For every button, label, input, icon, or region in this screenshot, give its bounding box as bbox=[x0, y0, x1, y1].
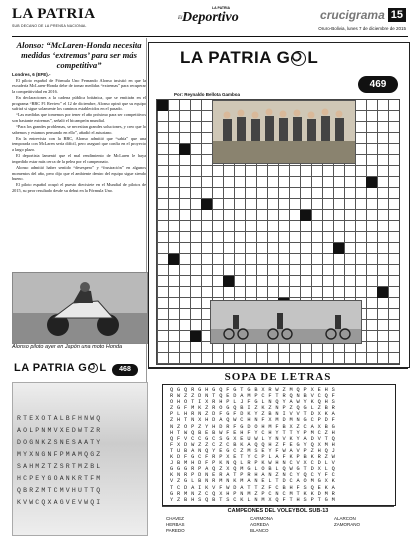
masthead-right bbox=[318, 6, 406, 31]
wordsearch-grid[interactable] bbox=[162, 384, 396, 506]
sopa-top-rule bbox=[148, 368, 408, 369]
soccer-ball-icon bbox=[291, 51, 306, 66]
team-photo bbox=[212, 100, 356, 164]
soccer-ball-icon bbox=[88, 363, 98, 373]
article-paragraph: El piloto español ocupó el puesto diecisiete en el Mundial de pilotos de 2015, su peor resultado desde su debut en la Fórmula Uno. bbox=[12, 182, 146, 193]
brand-name: LA PATRIA bbox=[12, 6, 96, 22]
small-puzzle-logo: LA PATRIA G L bbox=[14, 362, 107, 374]
wordsearch-row: JBMHDFPKNQLRPKWHNCVXCDLV bbox=[170, 460, 339, 467]
team-photo-illustration bbox=[213, 101, 355, 163]
word-list-col-2 bbox=[250, 516, 310, 534]
wordsearch-divider bbox=[162, 506, 394, 507]
word-list-item: BLANCO bbox=[250, 528, 269, 533]
black-cell bbox=[223, 276, 234, 287]
section-name: crucigrama bbox=[320, 7, 385, 22]
small-puzzle-row: HCPEYGOANKRTFM bbox=[17, 475, 103, 482]
small-puzzle-number: 468 bbox=[112, 364, 138, 376]
cyclists-illustration bbox=[211, 301, 361, 343]
black-cell bbox=[201, 199, 212, 210]
word-list-item: HERBAS bbox=[166, 522, 185, 527]
crossword-author: Por: Reynaldo Bellota Gamboa bbox=[174, 92, 241, 97]
article-photo bbox=[12, 272, 148, 344]
article-paragraph: En la entrevista con la BBC, Alonso admitió que “sabía” que una temporada con McLaren sería difícil, pero aseguró que confía en el proyecto a largo plazo. bbox=[12, 136, 146, 152]
wordsearch-row: KDFGCFRPXETYCPLAFKPBKRZW bbox=[170, 454, 339, 461]
wordsearch-row: ZHTNXHDAQWCHNFXMDMNGCPDF bbox=[170, 417, 339, 424]
small-puzzle-row: SAHMZTZSRTMZBL bbox=[17, 463, 103, 470]
black-cell bbox=[333, 243, 344, 254]
wordsearch-row: ZGFMKZROGQBIZKZNPZQGLZBR bbox=[170, 405, 339, 412]
word-list-item: AGREDA bbox=[250, 522, 270, 527]
small-puzzle-row: KVWCQXAGVEVWQI bbox=[17, 499, 103, 506]
section-logo-lapatria: LA PATRIA bbox=[212, 6, 231, 10]
wordsearch-row: TUBANQYEGCZMSEYFWAVPZHQJ bbox=[170, 447, 339, 454]
article-headline: Alonso: “McLaren-Honda necesita medidas ‘extremas’ para ser más competitiva” bbox=[16, 40, 142, 70]
section-logo bbox=[178, 6, 239, 26]
article-lede: Londres, 6 (EFE).- bbox=[12, 72, 51, 77]
black-cell bbox=[366, 177, 377, 188]
article-body bbox=[12, 78, 146, 258]
black-cell bbox=[168, 254, 179, 265]
small-puzzle-row: AOLPNMVXEDWTZR bbox=[17, 427, 103, 434]
article bbox=[12, 40, 146, 258]
crossword-header bbox=[180, 48, 380, 70]
black-cell bbox=[179, 144, 190, 155]
wordsearch-row: NZOPZYHDRFGDOHMFBXZCAXBG bbox=[170, 423, 339, 430]
wordsearch-row: PLHRNZDFGFDKYZBNIVVTDXKA bbox=[170, 411, 339, 418]
section-logo-el: El bbox=[178, 16, 183, 21]
word-list-item: ZAMORANO bbox=[334, 522, 361, 527]
black-cell bbox=[377, 287, 388, 298]
article-paragraph: El deportista lamentó que el mal rendimiento de McLaren le haya impedido estar más cerca de la pelea por el campeonato. bbox=[12, 153, 146, 164]
crossword-number: 469 bbox=[358, 76, 398, 93]
photo-caption: Alonso piloto ayer en Japón una moto Honda bbox=[12, 344, 123, 350]
word-list-item: CHAVEZ bbox=[166, 516, 184, 521]
word-list-item: ALARCON bbox=[334, 516, 356, 521]
wordsearch-row: FXDWZZCZCBKAQQHZFEGYQXMH bbox=[170, 441, 339, 448]
wordsearch-title: SOPA DE LETRAS bbox=[224, 371, 332, 383]
small-puzzle bbox=[12, 382, 148, 536]
small-puzzle-row: MYXNGNFPMAMQGZ bbox=[17, 451, 103, 458]
article-paragraph: “Las medidas que tomemos por tener el año próximo para ser competitivos son bastante extremas”, señaló el bicampeón mundial. bbox=[12, 112, 146, 123]
black-cell bbox=[190, 331, 201, 342]
motorbike-illustration bbox=[13, 273, 147, 343]
article-paragraph: Alonso admitió haber sentido “desespero” y “frustración” en algunos momentos del año, pero dijo que el ambiente dentro del equipo sigue siendo bueno. bbox=[12, 165, 146, 181]
word-list-item: PAREDO bbox=[166, 528, 185, 533]
black-cell bbox=[300, 210, 311, 221]
wordsearch-row: RWZZDNTQEDAMPCFTRQNBVCQF bbox=[170, 393, 339, 400]
word-list-item: CARMONA bbox=[250, 516, 274, 521]
wordsearch-row: QGQRGHGQFGTGBXRWZMQPXEHS bbox=[170, 387, 339, 393]
wordsearch-row: TCDAIKVFWDATTZFCBHFSQEKA bbox=[170, 484, 339, 491]
wordsearch-row: YZBHSQBTSCKLNMXQFTHSPTGM bbox=[170, 496, 339, 503]
wordsearch-row: HTWQBEBWFEHFYCHYTTYPMCZH bbox=[170, 429, 339, 436]
article-paragraph: El piloto español de Fórmula Uno Fernando Alonso insistió en que la escudería McLaren-Honda debe de tomar medidas “extremas” para recuperar la competitividad en 2016. bbox=[12, 78, 146, 94]
brand-subtitle: SUB DECANO DE LA PRENSA NACIONAL bbox=[12, 24, 87, 28]
small-puzzle-row: QBRZMTCMVHUTTQ bbox=[17, 487, 103, 494]
crossword-logo: LA PATRIA G L bbox=[180, 48, 319, 67]
page-number: 15 bbox=[388, 8, 406, 22]
black-cell bbox=[157, 100, 168, 111]
article-paragraph: En declaraciones a la cadena pública británica, que se emitirán en el programa “BBC F1 Review” el 12 de diciembre, Alonso opinó que su equipo sufrirá si sigue solamente los caminos establecidos en el pasado. bbox=[12, 95, 146, 112]
wordsearch-row: VZGLBNRMNKMANELTDCAOMGXK bbox=[170, 478, 339, 485]
wordsearch-subtitle: CAMPEONES DEL VOLEYBOL SUB-13 bbox=[227, 508, 329, 514]
masthead-left bbox=[12, 6, 96, 28]
small-puzzle-header bbox=[12, 362, 146, 380]
wordsearch-row: KNRPDNERATPRHANZNCYQCYFC bbox=[170, 472, 339, 479]
section-logo-deportivo: Deportivo bbox=[182, 10, 239, 25]
small-puzzle-row: DOGNKZSNESAATY bbox=[17, 439, 103, 446]
header-rule bbox=[12, 36, 408, 37]
word-list-col-1 bbox=[166, 516, 226, 534]
cyclists-photo bbox=[210, 300, 362, 344]
article-paragraph: “Para los grandes problemas, se necesitan grandes soluciones, y creo que lo sabemos y estamos pensando en ello”, añadió el asturiano. bbox=[12, 124, 146, 135]
wordsearch-row: GGGRPAQZXQMGLOBLQWGTDXLQ bbox=[170, 466, 339, 473]
word-list-col-3 bbox=[334, 516, 394, 528]
wordsearch-row: QFVCCGCSGXEUWLYNVKYADVTQ bbox=[170, 435, 339, 442]
wordsearch-row: OHOTIXRHPLJFGLNQYAWYKQHS bbox=[170, 399, 339, 406]
wordsearch-row: GRMNZCQXHPNMZPCNCMTKKDMR bbox=[170, 490, 339, 497]
dateline: Oruro-Bolivia, lunes 7 de diciembre de 2015 bbox=[318, 26, 406, 31]
small-puzzle-row: RTEXOTALBFHNWQ bbox=[17, 415, 103, 422]
